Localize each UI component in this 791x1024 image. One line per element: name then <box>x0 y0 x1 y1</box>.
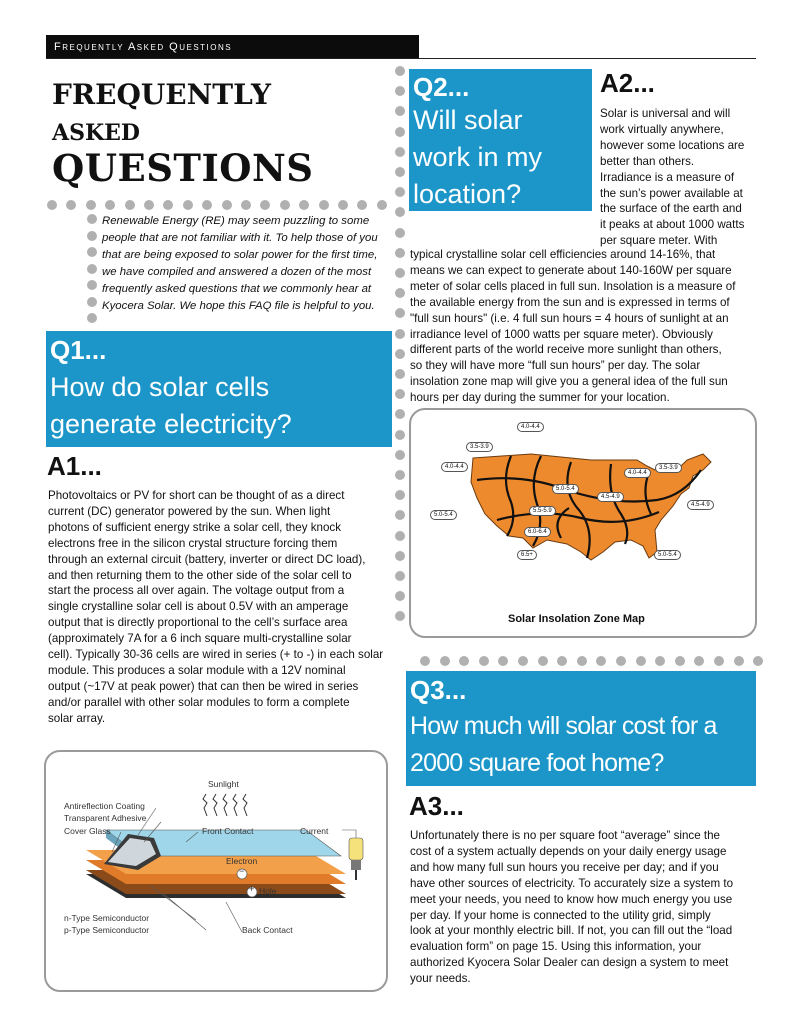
a3-line: cost of a system actually depends on your daily energy usage <box>410 844 727 858</box>
a1-line: start the process all over again. The voltage output from a <box>48 584 345 598</box>
q3-question-box <box>406 671 756 786</box>
decorative-dot <box>694 656 704 666</box>
q3-question-line-2: 2000 square foot home? <box>410 749 664 777</box>
decorative-dot <box>395 329 405 339</box>
zone-label: 3.5-3.9 <box>655 463 682 473</box>
decorative-dot <box>538 656 548 666</box>
a2-side-line: the sun’s power available at <box>600 186 743 200</box>
zone-label: 6.0-6.4 <box>524 527 551 537</box>
zone-label: 4.0-4.4 <box>624 468 651 478</box>
sunlight-label: Sunlight <box>208 779 239 789</box>
hole-label: Hole <box>259 886 277 896</box>
decorative-dot <box>87 313 97 323</box>
decorative-dot <box>395 268 405 278</box>
decorative-dot <box>395 207 405 217</box>
adhesive-label: Transparent Adhesive <box>64 813 147 823</box>
a2-line: means we can expect to generate about 140-160W per square <box>410 263 732 277</box>
a1-line: and then returning them to the other side of the solar cell to <box>48 568 352 582</box>
decorative-dot <box>395 591 405 601</box>
back-contact-label: Back Contact <box>242 925 293 935</box>
decorative-dot <box>636 656 646 666</box>
decorative-dot <box>395 187 405 197</box>
decorative-dot <box>47 200 57 210</box>
a1-line: through an external circuit (battery, inverter or direct DC load), <box>48 552 366 566</box>
decorative-dot <box>655 656 665 666</box>
decorative-dot <box>395 611 405 621</box>
a1-line: single crystalline solar cell is about 0.5V with an amperage <box>48 600 349 614</box>
decorative-dot <box>459 656 469 666</box>
decorative-dot <box>87 231 97 241</box>
a1-line: module. This produces a solar module with a 12V nominal <box>48 663 346 677</box>
decorative-dot <box>395 430 405 440</box>
a1-line: and/or parallel with other solar modules to form a complete <box>48 695 350 709</box>
decorative-dot <box>395 167 405 177</box>
a1-line: electrons free in the silicon crystal structure forcing them <box>48 536 338 550</box>
decorative-dot <box>395 510 405 520</box>
a2-side-line: Irradiance is a measure of <box>600 170 735 184</box>
a2-line: typical crystalline solar cell efficiencies around 14-16%, that <box>410 248 716 261</box>
a2-line: the available energy from the sun and is expressed in terms of <box>410 295 730 309</box>
decorative-dot <box>319 200 329 210</box>
decorative-dot <box>395 450 405 460</box>
intro-line: Kyocera Solar. We hope this FAQ file is helpful to you. <box>102 300 375 313</box>
a2-line: irradiance level of 1000 watts per square meter). Obviously <box>410 327 713 341</box>
decorative-dot <box>616 656 626 666</box>
decorative-dot <box>395 409 405 419</box>
a2-line: meter of solar cells placed in full sun. Insolation is a measure of <box>410 279 736 293</box>
decorative-dot <box>395 571 405 581</box>
q2-question-line-1: Will solar <box>413 105 523 135</box>
zone-label: 5.0-5.4 <box>430 510 457 520</box>
q2-number: Q2... <box>413 72 470 102</box>
section-header-bar <box>46 35 419 59</box>
plus-sign: + <box>249 884 255 894</box>
a2-side-line: the surface of the earth and <box>600 202 742 216</box>
intro-line: people that are not familiar with it. To help those of you <box>102 232 378 245</box>
decorative-dot <box>202 200 212 210</box>
sunlight-arrows-icon <box>203 794 247 816</box>
q2-question-line-3: location? <box>413 179 522 209</box>
decorative-dot <box>395 127 405 137</box>
decorative-dot <box>395 248 405 258</box>
zone-label: 4.5-4.9 <box>687 500 714 510</box>
current-label: Current <box>300 826 329 836</box>
a2-line: "full sun hours" (i.e. 4 full sun hours = 4 hours of sunlight at an <box>410 311 729 325</box>
zone-label: 5.0-5.4 <box>654 550 681 560</box>
a2-side-line: however some locations are <box>600 138 745 152</box>
a1-line: (approximately 7A for a 6 inch square multi-crystalline solar <box>48 632 352 646</box>
a3-line: look at your monthly electric bill. If not, you can fill out the “load <box>410 924 733 938</box>
decorative-dot <box>498 656 508 666</box>
a2-side-line: Solar is universal and will <box>600 107 731 120</box>
zone-label: 4.0-4.4 <box>517 422 544 432</box>
decorative-dot <box>395 288 405 298</box>
decorative-dot <box>518 656 528 666</box>
a2-answer-side <box>600 106 760 249</box>
decorative-dot <box>87 214 97 224</box>
decorative-dot <box>163 200 173 210</box>
a2-side-line: work virtually anywhere, <box>600 122 724 136</box>
a2-line: insolation zone map will give you a general idea of the full sun <box>410 375 728 389</box>
decorative-dot <box>125 200 135 210</box>
antireflection-label: Antireflection Coating <box>64 801 145 811</box>
decorative-dot <box>86 200 96 210</box>
decorative-dot <box>105 200 115 210</box>
zone-label: 4.0-4.4 <box>441 462 468 472</box>
a1-line: current (DC) generator powered by the sun. When light <box>48 504 331 518</box>
a3-line: have other sources of electricity. To accurately size a system to <box>410 876 734 890</box>
decorative-dot <box>395 308 405 318</box>
decorative-dot <box>395 470 405 480</box>
q1-number: Q1... <box>50 335 107 365</box>
section-header-label: Frequently Asked Questions <box>54 41 233 53</box>
a1-heading: A1... <box>47 451 102 481</box>
decorative-dot <box>440 656 450 666</box>
q3-question-line-1: How much will solar cost for a <box>410 712 717 740</box>
n-type-label: n-Type Semiconductor <box>64 913 150 923</box>
a3-answer <box>410 828 760 987</box>
insolation-map <box>411 410 755 610</box>
q1-question-line-2: generate electricity? <box>50 409 292 439</box>
a2-answer <box>410 247 760 406</box>
zone-label: 6.5+ <box>517 550 537 560</box>
zone-label: 5.0-5.4 <box>552 484 579 494</box>
decorative-dot <box>479 656 489 666</box>
decorative-dot <box>338 200 348 210</box>
a2-line: hours per day during the summer for your location. <box>410 391 670 405</box>
p-type-label: p-Type Semiconductor <box>64 925 150 935</box>
decorative-dot <box>395 531 405 541</box>
intro-line: Renewable Energy (RE) may seem puzzling to some <box>102 215 370 227</box>
zone-label: 4.5-4.9 <box>597 492 624 502</box>
a3-line: authorized Kyocera Solar Dealer can design a system to meet <box>410 956 729 970</box>
electron-label: Electron <box>226 856 258 866</box>
decorative-dot <box>260 200 270 210</box>
insolation-map-card <box>409 408 757 638</box>
a3-line: and how many full sun hours you receive per day; and if you <box>410 860 719 874</box>
light-bulb-icon <box>349 838 363 880</box>
a3-line: meet your needs, you need to know how much energy you use <box>410 892 733 906</box>
a3-line: evaluation form” on page 15. Using this information, your <box>410 940 702 954</box>
a3-line: your needs. <box>410 972 471 986</box>
decorative-dot <box>357 200 367 210</box>
decorative-dot <box>280 200 290 210</box>
decorative-dot <box>557 656 567 666</box>
intro-line: frequently asked questions that we commonly hear at <box>102 283 372 296</box>
decorative-dot <box>87 280 97 290</box>
minus-sign: − <box>239 866 245 876</box>
a2-line: so they will have more “full sun hours” per day. The solar <box>410 359 701 373</box>
decorative-dot <box>395 66 405 76</box>
decorative-dot <box>66 200 76 210</box>
decorative-dot <box>395 86 405 96</box>
title-line-3: QUESTIONS <box>52 146 314 190</box>
decorative-dot <box>183 200 193 210</box>
decorative-dot <box>596 656 606 666</box>
a1-answer <box>48 488 393 727</box>
a3-heading: A3... <box>409 791 464 821</box>
q1-question-line-1: How do solar cells <box>50 372 270 402</box>
a3-line: per day. If your home is connected to the utility grid, simply <box>410 908 711 922</box>
a1-line: photons of sufficient energy strike a solar cell, they knock <box>48 520 342 534</box>
decorative-dot <box>675 656 685 666</box>
decorative-dot <box>241 200 251 210</box>
decorative-dot <box>395 369 405 379</box>
map-caption: Solar Insolation Zone Map <box>508 613 645 625</box>
decorative-dot <box>395 551 405 561</box>
decorative-dot <box>87 297 97 307</box>
decorative-dot <box>714 656 724 666</box>
zone-label: 5.5-5.9 <box>529 506 556 516</box>
a1-line: Photovoltaics or PV for short can be thought of as a direct <box>48 489 345 502</box>
decorative-dot <box>299 200 309 210</box>
a2-side-line: it peaks at about 1000 watts <box>600 218 745 232</box>
decorative-dot <box>395 228 405 238</box>
decorative-dot <box>420 656 430 666</box>
q2-question-line-2: work in my <box>413 142 543 172</box>
decorative-dot <box>87 247 97 257</box>
a3-line: Unfortunately there is no per square foot “average” since the <box>410 829 720 842</box>
a2-side-line: better than others. <box>600 154 695 168</box>
decorative-dot <box>395 106 405 116</box>
decorative-dot <box>395 490 405 500</box>
title-line-1: FREQUENTLY <box>52 78 271 111</box>
decorative-dot <box>753 656 763 666</box>
decorative-dot <box>395 147 405 157</box>
decorative-dot <box>577 656 587 666</box>
solar-cell-diagram-card <box>44 750 388 992</box>
title-line-2: ASKED <box>52 120 140 146</box>
decorative-dot <box>395 349 405 359</box>
a1-line: output that is directly proportional to the cell’s surface area <box>48 616 348 630</box>
a1-line: cell). Typically 30-36 cells are wired in series (+ to -) in each solar <box>48 648 384 662</box>
cover-glass-label: Cover Glass <box>64 826 111 836</box>
intro-line: we have compiled and answered a dozen of the most <box>102 266 372 279</box>
a2-side-line: per square meter. With <box>600 234 718 248</box>
decorative-dot <box>144 200 154 210</box>
a2-heading: A2... <box>600 68 655 98</box>
zone-label: 3.5-3.9 <box>466 442 493 452</box>
decorative-dot <box>395 389 405 399</box>
decorative-dot <box>377 200 387 210</box>
front-contact-label: Front Contact <box>202 826 254 836</box>
a1-line: solar array. <box>48 711 106 725</box>
q3-number: Q3... <box>410 675 467 705</box>
q2-question-box <box>409 69 592 211</box>
q1-question-box <box>46 331 392 447</box>
a2-line: different parts of the world receive more sunlight than others, <box>410 343 722 357</box>
decorative-dot <box>222 200 232 210</box>
a1-line: output (~17V at peak power) that can then be wired in series <box>48 679 359 693</box>
decorative-dot <box>734 656 744 666</box>
header-rule <box>46 58 756 59</box>
decorative-dot <box>87 264 97 274</box>
intro-text <box>102 213 392 316</box>
intro-line: that are being exposed to solar power for the first time, <box>102 249 378 262</box>
